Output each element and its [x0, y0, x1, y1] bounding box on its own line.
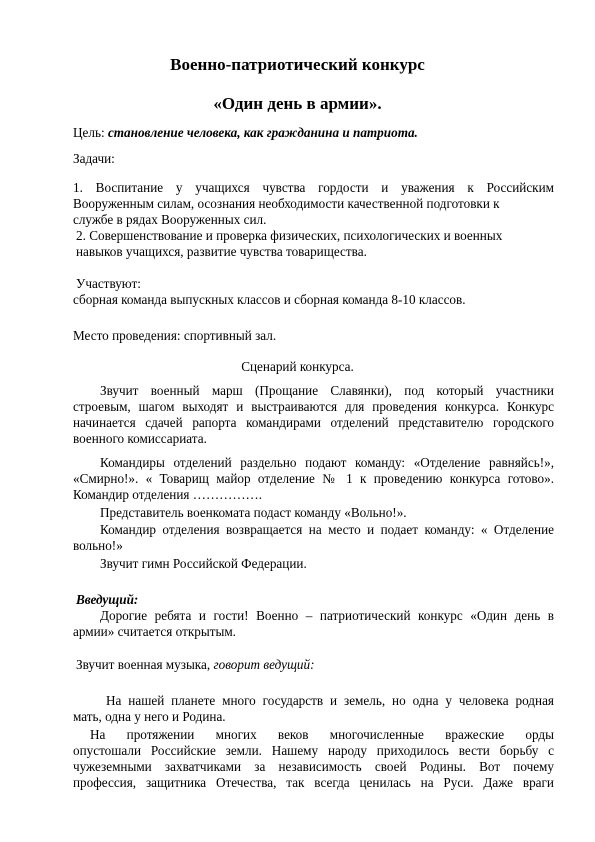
p6-line-1: На нашей планете много государств и земель, но одна у человека родная — [106, 693, 554, 708]
music-text: Звучит военная музыка, — [76, 657, 211, 672]
p5-line: Звучит гимн Российской Федерации. — [100, 556, 307, 571]
p6-line-2: мать, одна у него и Родина. — [73, 709, 226, 724]
p1-line-3: начинается сдачей рапорта командирами отделений представителю городского — [73, 415, 554, 430]
p7-line-2: опустошали Российские земли. Нашему народу приходилось вести борьбу с — [73, 743, 554, 758]
task1-line-2: Вооруженным силам, осознания необходимости качественной подготовки к — [73, 196, 500, 211]
p2-line-2: «Смирно!». « Товарищ майор отделение № 1 к проведению конкурса готово». — [73, 471, 554, 486]
p2-line-3: Командир отделения ……………. — [73, 487, 263, 502]
task1-line-1: 1. Воспитание у учащихся чувства гордости и уважения к Российским — [73, 180, 554, 195]
task2-line-1: 2. Совершенствование и проверка физических, психологических и военных — [76, 228, 503, 243]
title-line-1: Военно-патриотический конкурс — [170, 55, 425, 74]
music-line — [76, 657, 315, 673]
p1-line-2: строевым, шагом выходят и выстраиваются для проведения конкурса. Конкурс — [73, 399, 554, 414]
participants-label: Участвуют: — [76, 276, 141, 291]
host-line-2: армии» считается открытым. — [73, 624, 236, 639]
p4-line-2: вольно!» — [73, 538, 123, 553]
p1-line-1: Звучит военный марш (Прощание Славянки), под который участники — [100, 383, 554, 398]
host-label: Введущий: — [76, 592, 139, 607]
p7-line-4: профессия, защитника Отечества, так всегда ценилась на Руси. Даже враги — [73, 775, 554, 790]
tasks-label: Задачи: — [73, 151, 115, 166]
p4-line-1: Командир отделения возвращается на место и подает команду: « Отделение — [100, 522, 554, 537]
p7-line-1: На протяжении многих веков многочисленные вражеские орды — [90, 727, 554, 742]
music-italic: говорит ведущий: — [213, 657, 315, 672]
task1-line-3: службе в рядах Вооруженных сил. — [73, 212, 267, 227]
p1-line-4: военного комиссариата. — [73, 431, 207, 446]
goal-text: становление человека, как гражданина и патриота. — [107, 125, 418, 140]
p2-line-1: Командиры отделений раздельно подают команду: «Отделение равняйсь!», — [100, 455, 554, 470]
task2-line-2: навыков учащихся, развитие чувства товарищества. — [76, 244, 367, 259]
host-line-1: Дорогие ребята и гости! Военно – патриотический конкурс «Один день в — [100, 608, 554, 623]
p7-line-3: чужеземными захватчиками за независимость своей Родины. Вот почему — [73, 759, 554, 774]
title-line-2: «Один день в армии». — [213, 94, 382, 113]
scenario-heading: Сценарий конкурса. — [241, 359, 354, 374]
venue-line: Место проведения: спортивный зал. — [73, 328, 277, 343]
goal-line — [73, 125, 418, 141]
participants-text: сборная команда выпускных классов и сборная команда 8-10 классов. — [73, 292, 466, 307]
p3-line: Представитель военкомата подаст команду «Вольно!». — [100, 505, 407, 520]
goal-label: Цель: — [73, 125, 105, 140]
